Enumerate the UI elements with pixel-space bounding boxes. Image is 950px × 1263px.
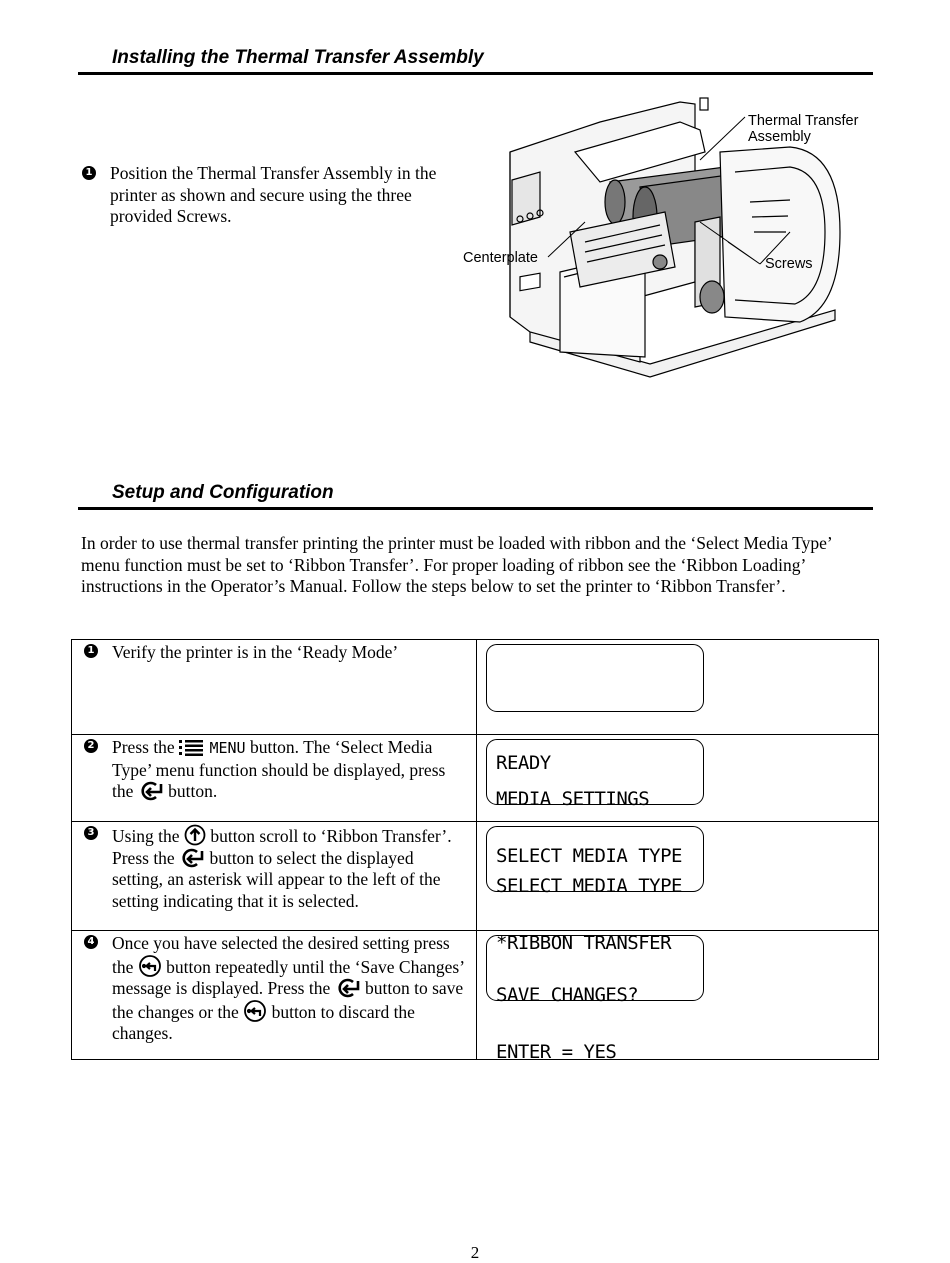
callout-screws: Screws [765,256,813,272]
menu-button-label: MENU [209,739,246,757]
step-text: button scroll to ‘Ribbon Transfer’. Press the [112,826,452,868]
callout-thermal-transfer [748,113,858,145]
step-text: button to save the changes or the [112,978,464,1022]
step-number-badge: 1 [82,166,96,180]
step-text: button. The ‘Select Media Type’ menu function should be displayed, press the [112,737,446,801]
lcd-display [486,644,704,774]
install-step-text: Position the Thermal Transfer Assembly in the printer as shown and secure using the three provided Screws. [110,163,437,226]
table-row [72,735,879,822]
menu-list-icon [179,739,205,757]
section-heading-setup: Setup and Configuration [112,482,334,503]
lcd-line: *RIBBON TRANSFER [496,932,672,954]
setup-intro: In order to use thermal transfer printing the printer must be loaded with ribbon and the ‘Select Media Type’ menu function must be set to ‘Ribbon Transfer’. For proper loading of ribbon see the ‘Ribbon Loading’ instructions in the Operator’s Manual. Follow the steps below to set the printer to ‘Ribbon Transfer’. [81,533,832,596]
lcd-line: SAVE CHANGES? [496,984,639,1006]
steps-table [71,639,879,1063]
callout-thermal-line1: Thermal Transfer [748,113,859,129]
step-text: Verify the printer is in the ‘Ready Mode’ [112,642,399,662]
page-number: 2 [470,1243,480,1262]
enter-arrow-icon [179,848,205,868]
exit-circle-icon [243,1000,267,1022]
step-text: button to select the displayed setting, an asterisk will appear to the left of the setting indicating that it is selected. [112,847,441,911]
table-row [72,640,879,735]
lcd-display [486,739,704,867]
step-text: button repeatedly until the ‘Save Changes’ message is displayed. Press the [112,956,464,998]
section-heading-install: Installing the Thermal Transfer Assembly [112,47,484,68]
heading-rule [78,72,873,75]
step-text: button to discard the changes. [112,1001,415,1043]
step-text: Press the [112,737,175,757]
lcd-line [496,685,703,704]
enter-arrow-icon [335,978,361,998]
lcd-line: MEDIA SETTINGS [496,788,650,810]
table-row [72,931,879,1060]
step-number-badge: 2 [84,739,98,753]
step-number-badge: 4 [84,935,98,949]
callout-thermal-line2: Assembly [748,129,811,145]
lcd-line: ENTER = YES [496,1041,617,1063]
enter-arrow-icon [138,781,164,801]
lcd-line: SELECT MEDIA TYPE [496,875,682,897]
step-text: Once you have selected the desired setting press the [112,933,450,977]
up-arrow-circle-icon [184,824,206,846]
lcd-display [486,932,704,1063]
step-text: button. [168,781,218,801]
lcd-line: READY [496,752,551,774]
step-number-badge: 1 [84,644,98,658]
lcd-display [486,826,704,954]
lcd-line: SELECT MEDIA TYPE [496,845,682,867]
exit-circle-icon [138,955,162,977]
table-row [72,822,879,931]
callout-centerplate: Centerplate [463,250,538,266]
step-number-badge: 3 [84,826,98,840]
heading-rule [78,507,873,510]
step-text: Using the [112,826,180,846]
